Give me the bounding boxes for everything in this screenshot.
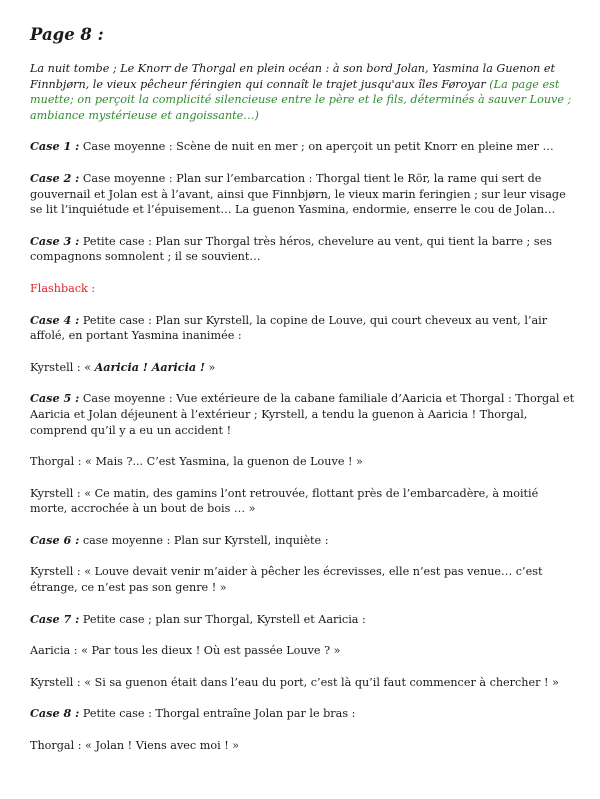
dialogue-kyrstell-2: Kyrstell : « Ce matin, des gamins l’ont retrouvée, flottant près de l’embarcadère, à moitié morte, accrochée à un bout de bois … »: [30, 486, 539, 516]
case-7-text: Petite case ; plan sur Thorgal, Kyrstell et Aaricia :: [79, 612, 366, 626]
case-2-text: Case moyenne : Plan sur l’embarcation : Thorgal tient le Rör, la rame qui sert de gouvernail et Jolan est à l’avant, ainsi que Finnbjørn, le vieux marin feringien ; sur leur visage se lit l’inquiétude et l’épuisement… La guenon Yasmina, endormie, enserre le cou de Jolan…: [30, 171, 566, 217]
intro-note: (La page est muette; on perçoit la complicité silencieuse entre le père et le fils, déterminés à sauver Louve ; ambiance mystérieuse et angoissante…): [30, 77, 572, 122]
flashback-heading: Flashback :: [30, 281, 96, 295]
case-5: [30, 391, 578, 438]
case-3-label: Case 3 :: [30, 233, 80, 248]
case-3-text: Petite case : Plan sur Thorgal très héros, chevelure au vent, qui tient la barre ; ses compagnons somnolent ; il se souvient…: [30, 234, 552, 264]
intro-paragraph: [30, 61, 578, 123]
case-8: [30, 706, 578, 722]
case-4: [30, 313, 578, 344]
case-1-text: Case moyenne : Scène de nuit en mer ; on aperçoit un petit Knorr en pleine mer …: [79, 140, 554, 154]
case-8-text: Petite case : Thorgal entraîne Jolan par le bras :: [79, 707, 356, 721]
page-title: Page 8 :: [30, 25, 104, 44]
case-2: [30, 171, 578, 218]
case-6: [30, 533, 578, 549]
case-6-label: Case 6 :: [30, 532, 80, 547]
intro-text: La nuit tombe ; Le Knorr de Thorgal en plein océan : à son bord Jolan, Yasmina la Guenon et Finnbjørn, le vieux pêcheur féringien qui connaît le trajet jusqu'aux îles Føroyar: [30, 62, 556, 91]
case-8-label: Case 8 :: [30, 706, 80, 721]
case-4-label: Case 4 :: [30, 312, 80, 327]
case-6-text: case moyenne : Plan sur Kyrstell, inquiète :: [79, 533, 329, 547]
case-1: [30, 139, 578, 155]
case-7: [30, 612, 578, 628]
dialogue-end: »: [204, 360, 216, 374]
dialogue-kyrstell-1: [30, 360, 578, 376]
script-page: [30, 26, 578, 770]
case-2-label: Case 2 :: [30, 170, 80, 185]
dialogue-speaker: Kyrstell : «: [30, 360, 95, 374]
dialogue-kyrstell-4: Kyrstell : « Si sa guenon était dans l’eau du port, c’est là qu’il faut commencer à chercher ! »: [30, 675, 559, 689]
dialogue-kyrstell-3: Kyrstell : « Louve devait venir m’aider à pêcher les écrevisses, elle n’est pas venue… c’est étrange, ce n’est pas son genre ! »: [30, 565, 543, 595]
case-3: [30, 234, 578, 265]
case-1-label: Case 1 :: [30, 139, 80, 154]
case-5-label: Case 5 :: [30, 391, 80, 406]
dialogue-quote: Aaricia ! Aaricia !: [94, 359, 205, 374]
case-5-text: Case moyenne : Vue extérieure de la cabane familiale d’Aaricia et Thorgal : Thorgal et Aaricia et Jolan déjeunent à l’extérieur ; Kyrstell, a tendu la guenon à Aaricia ! Thorgal, comprend qu’il y a eu un accident !: [30, 392, 575, 437]
case-4-text: Petite case : Plan sur Kyrstell, la copine de Louve, qui court cheveux au vent, l’air affolé, en portant Yasmina inanimée :: [30, 313, 548, 343]
dialogue-thorgal-2: Thorgal : « Jolan ! Viens avec moi ! »: [30, 739, 240, 753]
dialogue-aaricia-1: Aaricia : « Par tous les dieux ! Où est passée Louve ? »: [30, 644, 341, 658]
dialogue-thorgal-1: Thorgal : « Mais ?... C’est Yasmina, la guenon de Louve ! »: [30, 455, 363, 469]
case-7-label: Case 7 :: [30, 611, 80, 626]
